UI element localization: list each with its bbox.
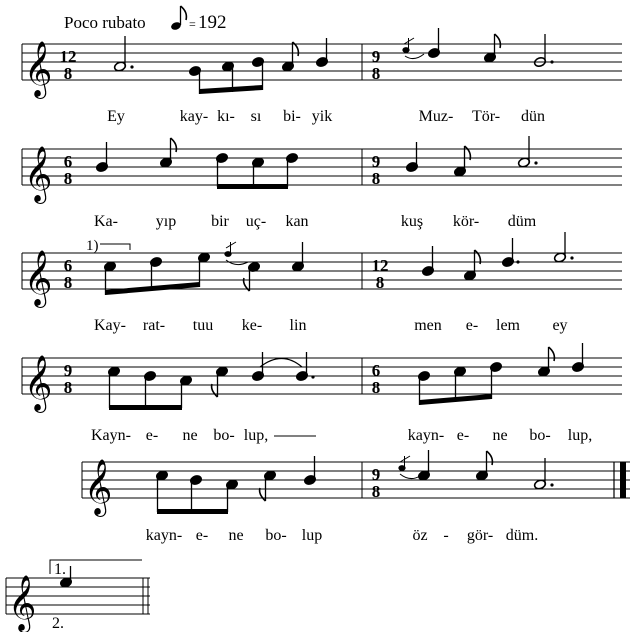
lyric-syllable: Ka- <box>94 213 118 230</box>
lyric-syllable: ke- <box>241 317 263 334</box>
notes <box>399 450 554 490</box>
lyric-syllable: dün <box>521 108 545 125</box>
lyric-syllable: bo- <box>529 427 551 444</box>
notes <box>95 138 298 189</box>
lyric-syllable: e- <box>195 527 209 544</box>
lyric-syllable: e- <box>456 427 470 444</box>
lyric-syllable: rat- <box>142 317 166 334</box>
time-signature-numerator: 6 <box>371 361 381 380</box>
notes <box>421 232 573 281</box>
lyric-syllable: Tör- <box>471 108 501 125</box>
time-signature-denominator: 8 <box>63 64 73 83</box>
lyric-syllable: öz <box>412 527 428 544</box>
tempo-value: 192 <box>198 12 227 33</box>
footnote-bracket <box>100 244 130 250</box>
lyric-syllable: bo- <box>213 427 235 444</box>
lyric-syllable: kı- <box>217 108 235 125</box>
lyric-syllable: Ey <box>107 108 125 125</box>
time-signature-denominator: 8 <box>371 169 381 188</box>
treble-clef-icon: 𝄞 <box>84 461 113 514</box>
footnote-mark: 1) <box>86 238 99 254</box>
lyric-syllable: kör- <box>452 213 480 230</box>
lyric-syllable: lem <box>496 317 520 334</box>
staff-lines <box>22 149 622 185</box>
treble-clef-icon: 𝄞 <box>24 43 53 96</box>
notes <box>107 352 314 410</box>
lyric-syllable: lup <box>301 527 323 544</box>
treble-clef-icon: 𝄞 <box>24 148 53 201</box>
time-signature-numerator: 9 <box>63 361 73 380</box>
lyric-syllable: kayn- <box>145 527 183 544</box>
lyric-syllable: men <box>414 317 442 334</box>
time-signature-denominator: 8 <box>371 482 381 501</box>
staff-system-4 <box>22 343 622 444</box>
time-signature-denominator: 8 <box>63 378 73 397</box>
lyric-syllable: sı <box>250 108 262 125</box>
lyric-syllable: tuu <box>192 317 214 334</box>
eighth-note-icon <box>170 6 186 31</box>
lyric-syllable: Kay- <box>94 317 126 334</box>
notes <box>417 343 584 405</box>
lyric-syllable: lup, <box>567 427 593 444</box>
lyric-syllable: uç- <box>245 213 267 230</box>
lyric-syllable: lin <box>289 317 307 334</box>
lyrics <box>107 108 545 125</box>
time-signature-denominator: 8 <box>371 64 381 83</box>
staff-system-1 <box>22 28 622 125</box>
time-signature-numerator: 6 <box>63 256 73 275</box>
lyric-syllable: kuş <box>400 213 424 230</box>
time-signature-denominator: 8 <box>371 378 381 397</box>
time-signature-denominator: 8 <box>375 273 385 292</box>
time-signature-numerator: 6 <box>63 152 73 171</box>
lyric-syllable: yik <box>311 108 333 125</box>
lyric-syllable: kan <box>285 213 309 230</box>
lyric-syllable: bi- <box>283 108 301 125</box>
lyric-syllable: gör- <box>466 527 494 544</box>
lyric-syllable: bir <box>211 213 229 230</box>
lyric-syllable: Kayn- <box>91 427 131 444</box>
lyric-syllable: e- <box>145 427 159 444</box>
staff-system-5 <box>82 450 630 544</box>
notes <box>103 242 304 295</box>
tempo-marking <box>64 6 227 33</box>
time-signature-numerator: 12 <box>59 47 77 66</box>
lyric-syllable: ey <box>552 317 568 334</box>
volta-label-second: 2. <box>52 615 64 632</box>
lyric-syllable: yıp <box>155 213 177 230</box>
lyrics <box>94 213 537 230</box>
treble-clef-icon: 𝄞 <box>8 577 37 630</box>
notes <box>113 36 328 94</box>
time-signature-numerator: 9 <box>371 152 381 171</box>
lyric-syllable: ne <box>182 427 198 444</box>
time-signature-denominator: 8 <box>63 169 73 188</box>
lyric-syllable: ne <box>492 427 508 444</box>
tempo-text: Poco rubato <box>64 13 146 32</box>
volta-ending-snippet <box>6 560 150 632</box>
lyric-syllable: - <box>443 527 449 544</box>
time-signature-numerator: 9 <box>371 465 381 484</box>
lyric-syllable: kay- <box>179 108 209 125</box>
lyric-syllable: ne <box>228 527 244 544</box>
lyric-syllable: lup, <box>243 427 269 444</box>
lyric-syllable: bo- <box>265 527 287 544</box>
volta-label-first: 1. <box>54 561 66 578</box>
notes <box>155 456 316 514</box>
tempo-equals: = <box>189 17 196 31</box>
lyrics <box>146 527 538 544</box>
lyric-syllable: düm. <box>505 527 539 544</box>
staff-lines <box>22 253 622 289</box>
staff-system-2 <box>22 136 622 230</box>
time-signature-numerator: 12 <box>371 256 389 275</box>
staff-lines <box>82 462 630 498</box>
staff-system-3 <box>22 232 622 334</box>
notes <box>405 136 537 177</box>
lyric-syllable: Muz- <box>418 108 454 125</box>
time-signature-numerator: 9 <box>371 47 381 66</box>
lyric-syllable: kayn- <box>407 427 445 444</box>
lyric-syllable: e- <box>465 317 479 334</box>
lyric-syllable: düm <box>507 213 537 230</box>
time-signature-denominator: 8 <box>63 273 73 292</box>
treble-clef-icon: 𝄞 <box>24 252 53 305</box>
treble-clef-icon: 𝄞 <box>24 357 53 410</box>
lyrics <box>94 317 568 334</box>
lyrics <box>91 427 592 444</box>
